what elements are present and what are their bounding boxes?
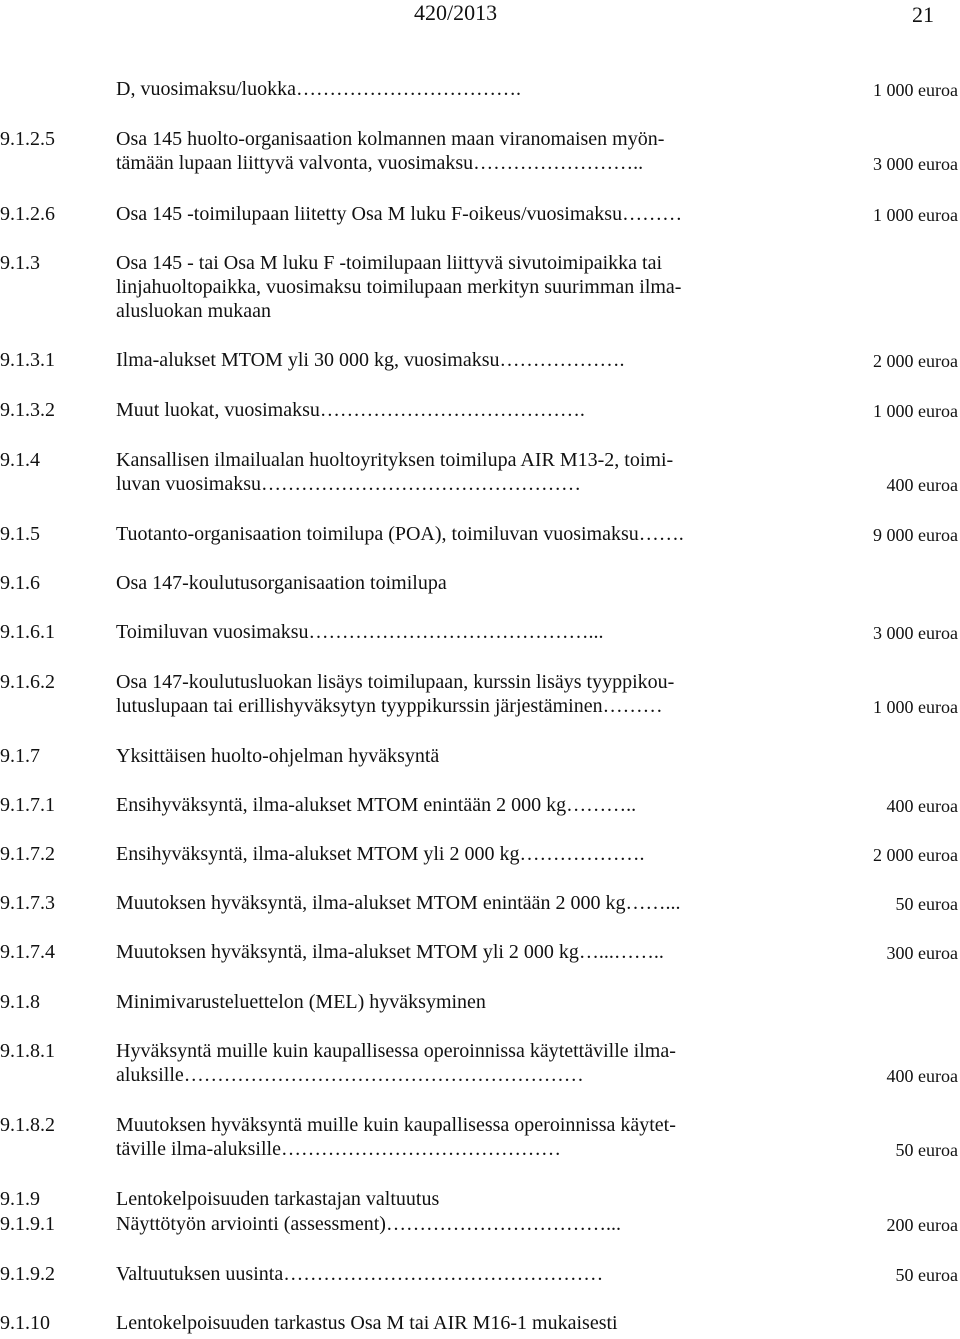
fee-description [116, 744, 816, 768]
description-line: Toimiluvan vuosimaksu……………………………………... [116, 621, 604, 643]
section-number: 9.1.10 [0, 1312, 50, 1334]
description-line: Näyttötyön arviointi (assessment)……………………………... [116, 1213, 621, 1235]
fee-row [0, 77, 960, 101]
fee-description [116, 1262, 816, 1286]
fee-row [0, 620, 960, 644]
section-number: 9.1.3.2 [0, 399, 55, 421]
fee-description [116, 940, 816, 964]
fee-row [0, 398, 960, 422]
fee-row [0, 891, 960, 915]
section-number: 9.1.4 [0, 449, 40, 471]
description-line: Osa 145 - tai Osa M luku F -toimilupaan liittyvä sivutoimipaikka tai [116, 252, 663, 274]
fee-row [0, 1039, 960, 1087]
section-number: 9.1.6 [0, 572, 40, 594]
description-line: D, vuosimaksu/luokka……………………………. [116, 78, 521, 100]
fee-row [0, 522, 960, 546]
fee-amount: 3 000 euroa [873, 154, 958, 174]
fee-row [0, 842, 960, 866]
fee-amount: 1 000 euroa [873, 401, 958, 421]
fee-row [0, 348, 960, 372]
fee-row [0, 202, 960, 226]
section-number: 9.1.9.2 [0, 1263, 55, 1285]
description-line: Ensihyväksyntä, ilma-alukset MTOM enintään 2 000 kg……….. [116, 794, 637, 816]
section-number: 9.1.7 [0, 745, 40, 767]
description-line: Valtuutuksen uusinta………………………………………… [116, 1263, 604, 1285]
fee-amount: 3 000 euroa [873, 623, 958, 643]
description-line: Osa 147-koulutusorganisaation toimilupa [116, 572, 447, 594]
section-number: 9.1.8.2 [0, 1114, 55, 1136]
section-number: 9.1.2.6 [0, 203, 55, 225]
description-line: Osa 145 -toimilupaan liitetty Osa M luku F-oikeus/vuosimaksu……… [116, 203, 683, 225]
fee-row [0, 670, 960, 718]
fee-description [116, 1212, 816, 1236]
description-line: Minimivarusteluettelon (MEL) hyväksyminen [116, 991, 486, 1013]
description-line: linjahuoltopaikka, vuosimaksu toimilupaan merkityn suurimman ilma- [116, 276, 682, 298]
description-line: Kansallisen ilmailualan huoltoyrityksen toimilupa AIR M13-2, toimi- [116, 449, 674, 471]
fee-row [0, 793, 960, 817]
fee-row [0, 1262, 960, 1286]
fee-amount: 50 euroa [895, 1265, 958, 1285]
fee-amount: 2 000 euroa [873, 351, 958, 371]
description-line: alusluokan mukaan [116, 300, 271, 322]
description-line: Muutoksen hyväksyntä muille kuin kaupallisessa operoinnissa käytet- [116, 1114, 676, 1136]
fee-description [116, 1039, 816, 1087]
section-number: 9.1.7.4 [0, 941, 55, 963]
fee-amount: 1 000 euroa [873, 697, 958, 717]
fee-row [0, 251, 960, 323]
fee-amount: 400 euroa [886, 1066, 958, 1086]
fee-amount: 2 000 euroa [873, 845, 958, 865]
fee-description [116, 990, 816, 1014]
description-line: Osa 147-koulutusluokan lisäys toimilupaan, kurssin lisäys tyyppikou- [116, 671, 675, 693]
fee-row [0, 1311, 960, 1335]
fee-row [0, 1187, 960, 1211]
fee-amount: 50 euroa [895, 894, 958, 914]
fee-amount: 200 euroa [886, 1215, 958, 1235]
fee-row [0, 940, 960, 964]
fee-description [116, 251, 816, 323]
fee-description [116, 670, 816, 718]
fee-description [116, 348, 816, 372]
fee-amount: 400 euroa [886, 475, 958, 495]
fee-amount: 1 000 euroa [873, 80, 958, 100]
fee-description [116, 1113, 816, 1161]
description-line: Yksittäisen huolto-ohjelman hyväksyntä [116, 745, 440, 767]
section-number: 9.1.5 [0, 523, 40, 545]
description-line: Lentokelpoisuuden tarkastajan valtuutus [116, 1188, 440, 1210]
description-line: lutuslupaan tai erillishyväksytyn tyyppikurssin järjestäminen……… [116, 695, 663, 717]
fee-description [116, 842, 816, 866]
fee-description [116, 620, 816, 644]
section-number: 9.1.3.1 [0, 349, 55, 371]
section-number: 9.1.9 [0, 1188, 40, 1210]
fee-description [116, 202, 816, 226]
section-number: 9.1.7.3 [0, 892, 55, 914]
description-line: täville ilma-aluksille…………………………………… [116, 1138, 561, 1160]
fee-description [116, 398, 816, 422]
fee-description [116, 891, 816, 915]
description-line: Lentokelpoisuuden tarkastus Osa M tai AIR M16-1 mukaisesti [116, 1312, 618, 1334]
fee-description [116, 793, 816, 817]
description-line: Muut luokat, vuosimaksu…………………………………. [116, 399, 585, 421]
fee-description [116, 127, 816, 175]
section-number: 9.1.8.1 [0, 1040, 55, 1062]
description-line: Muutoksen hyväksyntä, ilma-alukset MTOM yli 2 000 kg…...…….. [116, 941, 664, 963]
description-line: Ilma-alukset MTOM yli 30 000 kg, vuosimaksu………………. [116, 349, 625, 371]
fee-row [0, 571, 960, 595]
fee-row [0, 448, 960, 496]
description-line: luvan vuosimaksu………………………………………… [116, 473, 581, 495]
fee-amount: 300 euroa [886, 943, 958, 963]
page-number: 21 [912, 2, 934, 27]
fee-description [116, 571, 816, 595]
fee-row [0, 744, 960, 768]
fee-amount: 50 euroa [895, 1140, 958, 1160]
fee-description [116, 77, 816, 101]
fee-row [0, 1113, 960, 1161]
description-line: tämään lupaan liittyvä valvonta, vuosimaksu…………………….. [116, 152, 644, 174]
fee-amount: 9 000 euroa [873, 525, 958, 545]
description-line: Ensihyväksyntä, ilma-alukset MTOM yli 2 000 kg………………. [116, 843, 645, 865]
fee-description [116, 522, 816, 546]
section-number: 9.1.6.2 [0, 671, 55, 693]
fee-amount: 1 000 euroa [873, 205, 958, 225]
fee-amount: 400 euroa [886, 796, 958, 816]
section-number: 9.1.3 [0, 252, 40, 274]
fee-row [0, 127, 960, 175]
document-number: 420/2013 [414, 0, 498, 25]
description-line: Muutoksen hyväksyntä, ilma-alukset MTOM enintään 2 000 kg……... [116, 892, 681, 914]
description-line: Osa 145 huolto-organisaation kolmannen maan viranomaisen myön- [116, 128, 665, 150]
fee-row [0, 1212, 960, 1236]
description-line: Tuotanto-organisaation toimilupa (POA), toimiluvan vuosimaksu……. [116, 523, 684, 545]
description-line: Hyväksyntä muille kuin kaupallisessa operoinnissa käytettäville ilma- [116, 1040, 676, 1062]
section-number: 9.1.6.1 [0, 621, 55, 643]
fee-description [116, 448, 816, 496]
fee-description [116, 1187, 816, 1211]
section-number: 9.1.9.1 [0, 1213, 55, 1235]
section-number: 9.1.2.5 [0, 128, 55, 150]
description-line: aluksille…………………………………………………… [116, 1064, 584, 1086]
fee-row [0, 990, 960, 1014]
section-number: 9.1.8 [0, 991, 40, 1013]
section-number: 9.1.7.2 [0, 843, 55, 865]
section-number: 9.1.7.1 [0, 794, 55, 816]
fee-description [116, 1311, 816, 1335]
